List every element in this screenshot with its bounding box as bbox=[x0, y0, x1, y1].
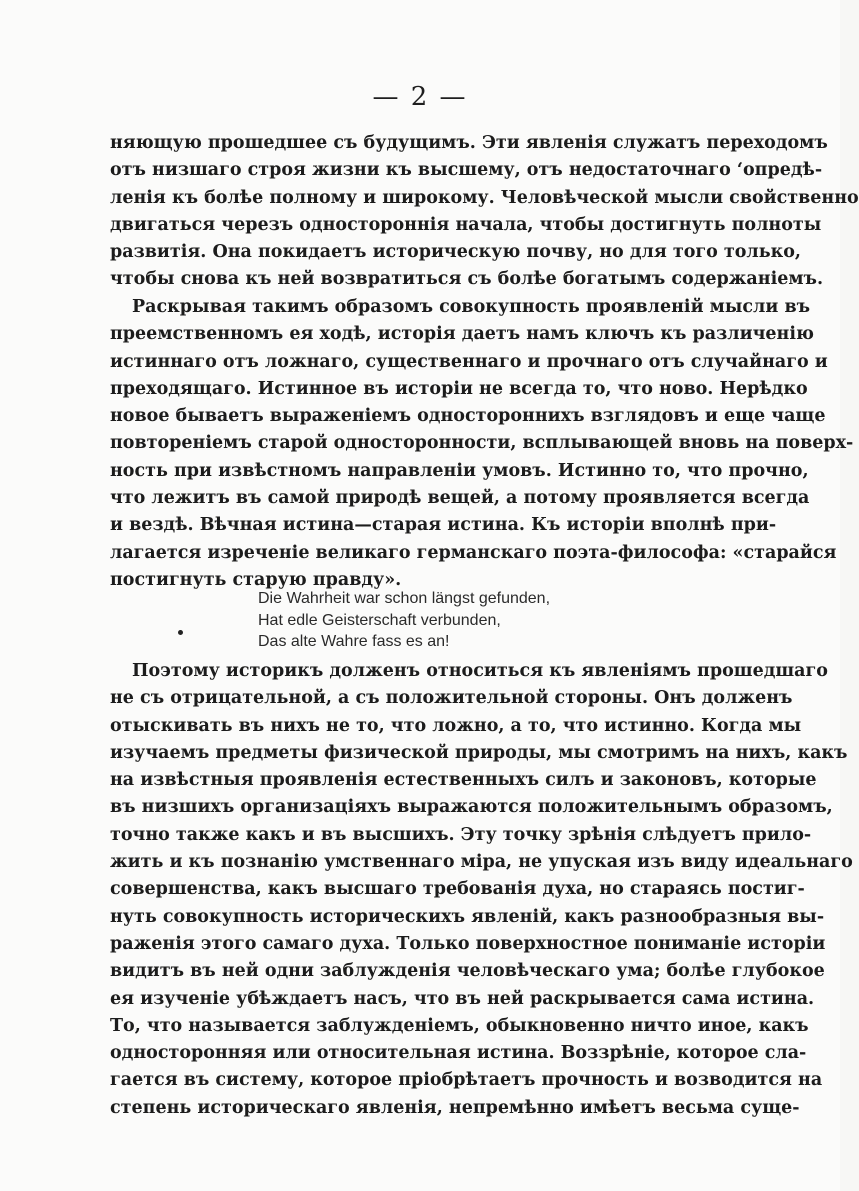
poem-line: Hat edle Geisterschaft verbunden, bbox=[258, 611, 501, 629]
text-line: гается въ систему, которое пріобрѣтаетъ прочность и возводится на bbox=[110, 1070, 823, 1091]
text-line: ность при извѣстномъ направленіи умовъ. Истинно то, что прочно, bbox=[110, 460, 809, 481]
text-line: въ низшихъ организаціяхъ выражаются положительнымъ образомъ, bbox=[110, 797, 833, 818]
text-line: истиннаго отъ ложнаго, существеннаго и прочнаго отъ случайнаго и bbox=[110, 351, 828, 372]
text-line: То, что называется заблужденіемъ, обыкновенно ничто иное, какъ bbox=[110, 1015, 809, 1036]
text-line: Раскрывая такимъ образомъ совокупность проявленій мысли въ bbox=[132, 297, 811, 317]
text-line: преходящаго. Истинное въ исторіи не всегда то, что ново. Нерѣдко bbox=[110, 378, 808, 399]
text-line: лагается изреченіе великаго германскаго поэта-философа: «старайся bbox=[110, 542, 837, 563]
text-line: что лежитъ въ самой природѣ вещей, а потому проявляется всегда bbox=[110, 488, 810, 509]
text-line: нуть совокупность историческихъ явленій, какъ разнообразныя вы- bbox=[110, 906, 825, 927]
text-line: двигаться черезъ одностороннія начала, чтобы достигнуть полноты bbox=[110, 214, 822, 235]
text-line: повтореніемъ старой односторонности, всплывающей вновь на поверх- bbox=[110, 433, 854, 454]
text-line: не съ отрицательной, а съ положительной стороны. Онъ долженъ bbox=[110, 688, 793, 709]
text-line: Поэтому историкъ долженъ относиться къ явленіямъ прошедшаго bbox=[132, 661, 828, 681]
poem-line: Die Wahrheit war schon längst gefunden, bbox=[258, 590, 551, 607]
text-line: ленія къ болѣе полному и широкому. Человѣческой мысли свойственно bbox=[110, 187, 859, 208]
paragraph-2 bbox=[110, 294, 854, 594]
text-line: ея изученіе убѣждаетъ насъ, что въ ней раскрывается сама истина. bbox=[110, 988, 815, 1009]
text-line: постигнуть старую правду». bbox=[110, 569, 402, 590]
text-line: степень историческаго явленія, непремѣнно имѣетъ весьма суще- bbox=[110, 1097, 800, 1118]
text-line: новое бываетъ выраженіемъ одностороннихъ взглядовъ и еще чаще bbox=[110, 406, 826, 427]
text-line: односторонняя или относительная истина. Воззрѣніе, которое сла- bbox=[110, 1043, 807, 1064]
page-number: — 2 — bbox=[372, 82, 468, 112]
text-line: совершенства, какъ высшаго требованія духа, но стараясь постиг- bbox=[110, 879, 805, 900]
text-line: преемственномъ ея ходѣ, исторія даетъ намъ ключъ къ различенію bbox=[110, 324, 814, 345]
stray-dot-mark bbox=[178, 630, 183, 635]
text-line: раженія этого самаго духа. Только поверхностное пониманіе исторіи bbox=[110, 933, 826, 954]
text-line: чтобы снова къ ней возвратиться съ болѣе богатымъ содержаніемъ. bbox=[110, 269, 824, 290]
text-line: развитія. Она покидаетъ историческую почву, но для того только, bbox=[110, 242, 801, 263]
text-line: жить и къ познанію умственнаго міра, не упуская изъ виду идеальнаго bbox=[110, 852, 853, 873]
text-line: отъ низшаго строя жизни къ высшему, отъ недостаточнаго ʻопредѣ- bbox=[110, 160, 823, 181]
text-line: и вездѣ. Вѣчная истина—старая истина. Къ исторіи вполнѣ при- bbox=[110, 515, 777, 536]
poem-line: Das alte Wahre fass es an! bbox=[258, 633, 450, 650]
text-line: видитъ въ ней одни заблужденія человѣческаго ума; болѣе глубокое bbox=[110, 961, 825, 982]
text-line: отыскивать въ нихъ не то, что ложно, а то, что истинно. Когда мы bbox=[110, 715, 802, 736]
text-line: на извѣстныя проявленія естественныхъ силъ и законовъ, которые bbox=[110, 770, 817, 791]
text-line: изучаемъ предметы физической природы, мы смотримъ на нихъ, какъ bbox=[110, 742, 848, 763]
text-line: няющую прошедшее съ будущимъ. Эти явленія служатъ переходомъ bbox=[110, 133, 828, 153]
paragraph-1 bbox=[110, 130, 859, 294]
text-line: точно также какъ и въ высшихъ. Эту точку зрѣнія слѣдуетъ прило- bbox=[110, 824, 812, 845]
poem-quotation bbox=[258, 588, 550, 653]
paragraph-3 bbox=[110, 658, 853, 1122]
